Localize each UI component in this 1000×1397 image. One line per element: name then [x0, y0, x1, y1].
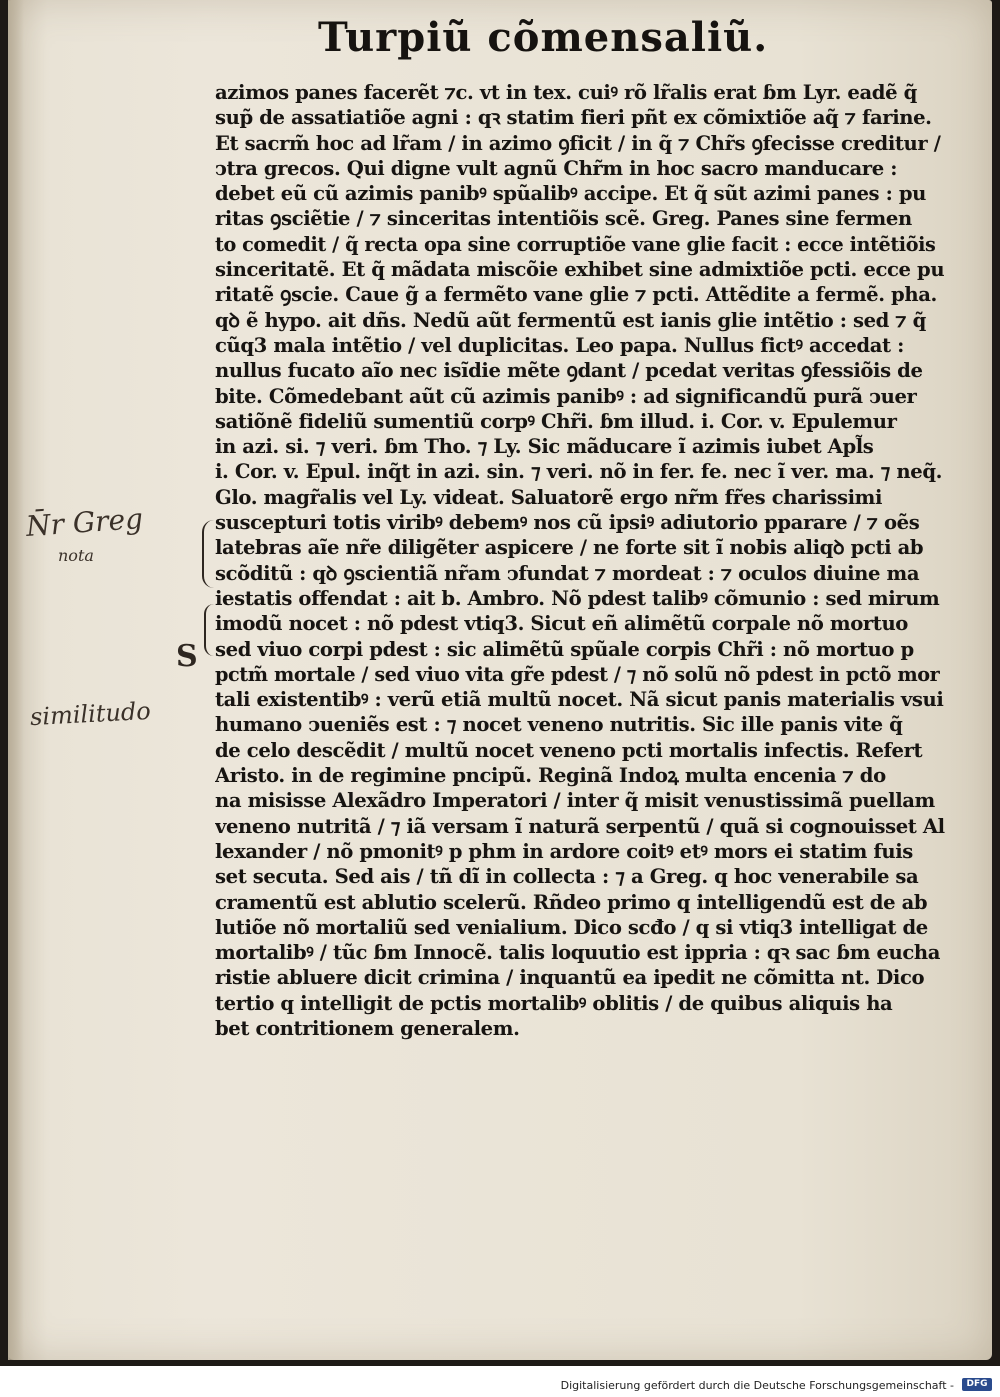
text-line: ristie abluere dicit crimina / inquantũ ea ipedit ne cõmitta nt. Dico: [215, 966, 925, 990]
text-line: imodũ nocet : nõ pdest vtiq3. Sicut eñ alimẽtũ corpale nõ mortuo: [215, 612, 908, 636]
text-line: bet contritionem generalem.: [215, 1016, 520, 1040]
text-line: nullus fucato aĩo nec isĩdie mẽte ꝯdant / pcedat veritas ꝯfessiõis de: [215, 359, 923, 383]
text-line: na misisse Alexãdro Imperatori / inter q̃ misit venustissimã puellam: [215, 789, 935, 813]
text-line: debet eũ cũ azimis panibꝰ spũalibꝰ accipe. Et q̃ sũt azimi panes : pu: [215, 182, 926, 206]
running-head: Turpiũ cõmensaliũ.: [318, 14, 769, 61]
text-line: mortalibꝰ / tũc ɓm Innocẽ. talis loquutio est ippria : qꝛ sac ɓm eucha: [215, 941, 941, 965]
page-gutter-shadow: [8, 0, 24, 1360]
text-line: iestatis offendat : ait b. Ambro. Nõ pdest talibꝰ cõmunio : sed mirum: [215, 586, 940, 610]
text-line: latebras aĩe nr̃e diligẽter aspicere / ne forte sit ĩ nobis aliqꝺ pcti ab: [215, 536, 924, 560]
text-line: ritatẽ ꝯscie. Caue g̃ a fermẽto vane glie ⁊ pcti. Attẽdite a fermẽ. pha.: [215, 283, 937, 307]
margin-bracket-upper: [202, 520, 220, 588]
text-line: azimos panes facerẽt ⁊c. vt in tex. cuiꝰ rõ lr̃alis erat ɓm Lyr. eadẽ q̃: [215, 81, 917, 104]
text-line: set secuta. Sed ais / tñ dĩ in collecta : ⁊ a Greg. q hoc venerabile sa: [215, 865, 919, 889]
text-line: suscepturi totis viribꝰ debemꝰ nos cũ ipsiꝰ adiutorio pparare / ⁊ oẽs: [215, 511, 920, 535]
text-line: cũq3 mala intẽtio / vel duplicitas. Leo papa. Nullus fictꝰ accedat :: [215, 333, 904, 357]
text-line: ritas ꝯsciẽtie / ⁊ sinceritas intentiõis scẽ. Greg. Panes sine fermen: [215, 207, 912, 231]
text-line: sed viuo corpi pdest : sic alimẽtũ spũale corpis Chr̃i : nõ mortuo p: [215, 637, 914, 661]
text-line: de celo descẽdit / multũ nocet veneno pcti mortalis infectis. Refert: [215, 738, 923, 762]
text-line: scõditũ : qꝺ ꝯscientiã nr̃am ↄfundat ⁊ mordeat : ⁊ oculos diuine ma: [215, 561, 920, 585]
text-line: to comedit / q̃ recta opa sine corruptiõe vane glie facit : ecce intẽtiõis: [215, 232, 936, 256]
text-line: tali existentibꝰ : verũ etiã multũ nocet. Nã sicut panis materialis vsui: [215, 688, 944, 712]
text-line: Et sacrm̃ hoc ad lr̃am / in azimo ꝯficit / in q̃ ⁊ Chr̃s ꝯfecisse creditur /: [215, 131, 941, 155]
text-line: humano ↄueniẽs est : ⁊ nocet veneno nutritis. Sic ille panis vite q̃: [215, 713, 903, 737]
text-line: veneno nutritã / ⁊ iã versam ĩ naturã serpentũ / quã si cognouisset Al: [215, 814, 945, 838]
text-line: sinceritatẽ. Et q̃ mãdata miscõie exhibet sine admixtiõe pcti. ecce pu: [215, 258, 945, 282]
margin-bracket-lower: [204, 604, 220, 656]
text-line: cramentũ est ablutio scelerũ. Rñdeo primo q intelligendũ est de ab: [215, 890, 928, 914]
text-line: Aristo. in de regimine pncipũ. Reginã Indoꝝ multa encenia ⁊ do: [215, 764, 886, 788]
dfg-logo: DFG: [962, 1378, 992, 1391]
text-line: satiõnẽ fideliũ sumentiũ corpꝰ Chr̃i. ɓm illud. i. Cor. v. Epulemur: [215, 409, 897, 433]
text-line: lexander / nõ pmonitꝰ p phm in ardore coitꝰ etꝰ mors ei statim fuis: [215, 839, 913, 863]
text-line: tertio q intelligit de pctis mortalibꝰ oblitis / de quibus aliquis ha: [215, 991, 893, 1015]
text-line: lutiõe nõ mortaliũ sed venialium. Dico scđo / q si vtiq3 intelligat de: [215, 915, 928, 939]
text-line: qꝺ ẽ hypo. ait dñs. Nedũ aũt fermentũ est ianis glie intẽtio : sed ⁊ q̃: [215, 308, 926, 332]
manuscript-note-greg: N̄r Greg: [24, 501, 145, 544]
text-line: i. Cor. v. Epul. inq̃t in azi. sin. ⁊ veri. nõ in fer. fe. nec ĩ ver. ma. ⁊ neq̃.: [215, 460, 943, 484]
text-line: Glo. magr̃alis vel Ly. videat. Saluatorẽ ergo nr̃m fr̃es charissimi: [215, 485, 883, 509]
margin-mark: S: [176, 639, 198, 674]
footer-credit: Digitalisierung gefördert durch die Deutsche Forschungsgemeinschaft -: [560, 1379, 954, 1392]
main-text-block: [215, 80, 950, 1041]
text-line: sup̃ de assatiatiõe agni : qꝛ statim fieri pñt ex cõmixtiõe aq̃ ⁊ farine.: [215, 106, 932, 130]
text-line: ↄtra grecos. Qui digne vult agnũ Chr̃m in hoc sacro manducare :: [215, 156, 898, 180]
text-line: bite. Cõmedebant aũt cũ azimis panibꝰ : ad significandũ purã ↄuer: [215, 384, 917, 408]
manuscript-note-similitudo: similitudo: [29, 696, 152, 732]
manuscript-note-small: nota: [58, 546, 94, 565]
text-line: in azi. si. ⁊ veri. ɓm Tho. ⁊ Ly. Sic mãducare ĩ azimis iubet Apl̃s: [215, 435, 874, 459]
text-line: pctm̃ mortale / sed viuo vita gr̃e pdest / ⁊ nõ solũ nõ pdest in pctõ mor: [215, 662, 940, 686]
